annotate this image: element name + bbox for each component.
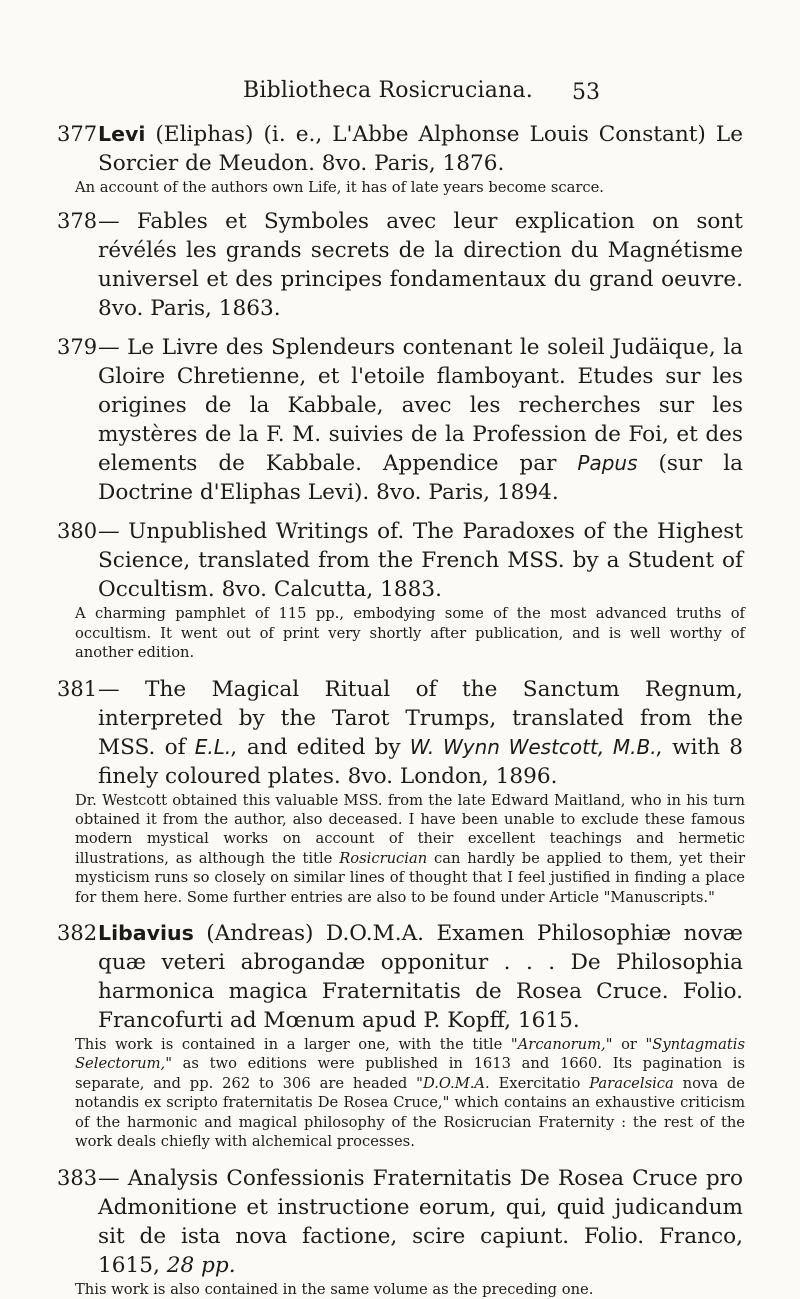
entry-text: — The Magical Ritual of the Sanctum Regnum, interpreted by the Tarot Trumps, translated from the MSS. of E.L., and edited by W. Wynn Westcott, M.B., with 8 finely coloured plates. 8vo. London, 1896. [98, 676, 743, 789]
entry-note: An account of the authors own Life, it has of late years become scarce. [75, 179, 604, 196]
entry-note: Dr. Westcott obtained this valuable MSS. from the late Edward Maitland, who in his turn obtained it from the author, also deceased. I have been unable to exclude these famous modern mystical works on account of their excellent teachings and hermetic illustrations, as although the title Rosicrucian can hardly be applied to them, yet their mysticism runs so closely on similar lines of thought that I feel justified in finding a place for them here. Some further entries are also to be found under Article "Manuscripts." [75, 791, 746, 906]
entry-text: — Fables et Symboles avec leur explication on sont révélés les grands secrets de la direction du Magnétisme universel et des principes fondamentaux du grand oeuvre. 8vo. Paris, 1863. [98, 209, 743, 322]
entry-378 [0, 207, 800, 323]
bibliography-entries [0, 120, 800, 1299]
entry-382 [0, 919, 800, 1151]
running-head: Bibliotheca Rosicruciana. [243, 78, 533, 103]
entry-379 [0, 333, 800, 507]
entry-number: 382 [57, 921, 98, 946]
entry-text: — Le Livre des Splendeurs contenant le soleil Judäique, la Gloire Chretienne, et l'etoile flamboyant. Etudes sur les origines de la Kabbale, avec les recherches sur les mystères de la F. M. suivies de la Profession de Foi, et des elements de Kabbale. Appendice par Papus (sur la Doctrine d'Eliphas Levi). 8vo. Paris, 1894. [98, 335, 743, 506]
entry-text: — Unpublished Writings of. The Paradoxes of the Highest Science, translated from the French MSS. by a Student of Occultism. 8vo. Calcutta, 1883. [98, 519, 743, 603]
entry-text: Libavius (Andreas) D.O.M.A. Examen Philosophiæ novæ quæ veteri abrogandæ opponitur . . . De Philosophia harmonica magica Fraternitatis de Rosea Cruce. Folio. Francofurti ad Mœnum apud P. Kopff, 1615. [98, 921, 743, 1034]
italic-name: Papus [577, 451, 638, 476]
entry-text: — Analysis Confessionis Fraternitatis De Rosea Cruce pro Admonitione et instructione eorum, qui, quid judicandum sit de ista nova factione, scire capiunt. Folio. Franco, 1615, 28 pp. [98, 1165, 743, 1278]
italic-pages: 28 pp. [166, 1252, 236, 1278]
author-name: Levi [98, 122, 146, 146]
entry-number: 379 [57, 335, 98, 360]
entry-number: 378 [57, 209, 98, 234]
page-number: 53 [572, 80, 600, 105]
page-header [0, 72, 800, 112]
entry-text: Levi (Eliphas) (i. e., L'Abbe Alphonse Louis Constant) Le Sorcier de Meudon. 8vo. Paris, 1876. [98, 122, 743, 176]
entry-number: 380 [57, 519, 98, 544]
entry-number: 383 [57, 1165, 98, 1190]
entry-number: 381 [57, 676, 98, 701]
entry-377 [0, 120, 800, 197]
entry-383 [0, 1164, 800, 1299]
entry-number: 377 [57, 122, 98, 146]
entry-381 [0, 675, 800, 907]
entry-note: A charming pamphlet of 115 pp., embodying some of the most advanced truths of occultism. It went out of print very shortly after publication, and is well worthy of another edition. [75, 605, 745, 662]
entry-380 [0, 517, 800, 662]
entry-note: This work is contained in a larger one, with the title "Arcanorum," or "Syntagmatis Selectorum," as two editions were published in 1613 and 1660. Its pagination is separate, and pp. 262 to 306 are headed "D.O.M.A. Exercitatio Paracelsica nova de notandis ex scripto fraternitatis De Rosea Cruce," which contains an exhaustive criticism of the harmonic and magical philosophy of the Rosicrucian Fraternity : the rest of the work deals chiefly with alchemical processes. [75, 1036, 745, 1151]
entry-note: This work is also contained in the same volume as the preceding one. [75, 1280, 594, 1298]
author-name: Libavius [98, 921, 194, 946]
